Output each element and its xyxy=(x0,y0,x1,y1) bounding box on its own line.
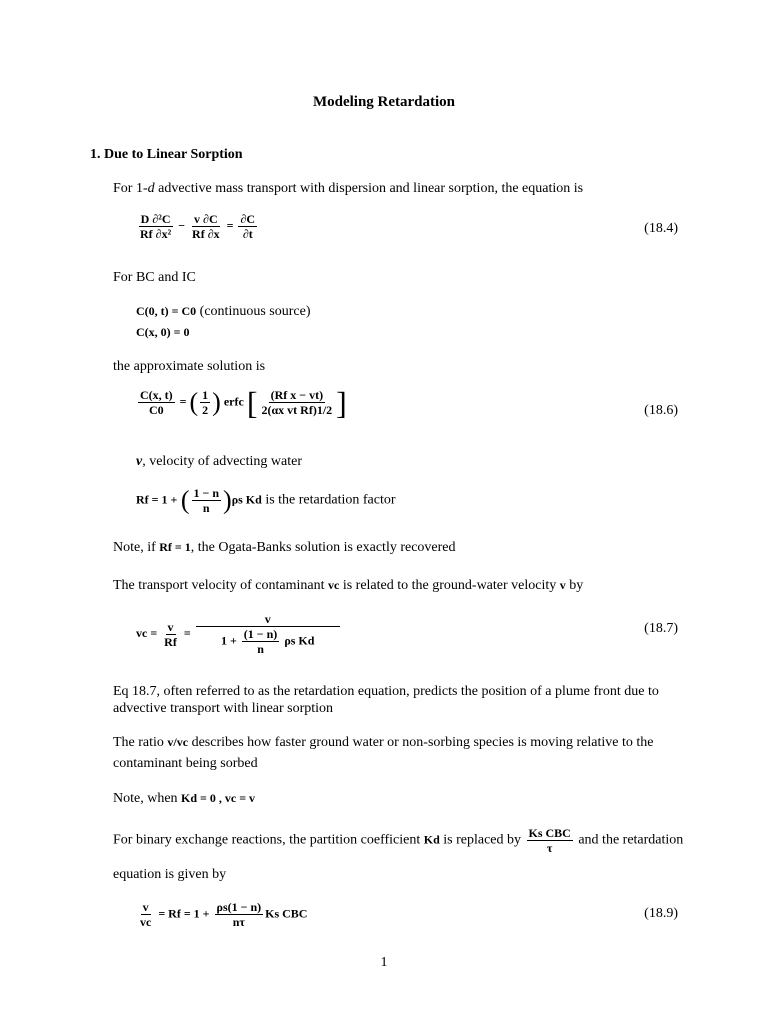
equation-number-18-9: (18.9) xyxy=(644,906,678,921)
velocity-description xyxy=(136,453,302,470)
eq-18-4-term1-num: D ∂²C xyxy=(140,212,171,226)
eq-18-4-term3 xyxy=(238,212,257,241)
boundary-condition-line xyxy=(136,303,310,320)
velocity-symbol: v xyxy=(136,454,143,469)
retardation-factor-text: is the retardation factor xyxy=(261,492,396,508)
initial-condition-line xyxy=(136,324,190,341)
intro-text-before: For 1- xyxy=(113,181,148,196)
eq-18-7-den-frac xyxy=(242,627,280,656)
retardation-factor-fraction xyxy=(192,486,222,515)
eq-18-4-equals: = xyxy=(226,218,234,233)
retardation-factor-line xyxy=(136,486,396,515)
eq-18-7-frac1-num: v xyxy=(167,619,174,634)
eq-18-6-arg-num: (Rf x − vt) xyxy=(270,388,324,402)
binary-fraction xyxy=(527,826,573,855)
eq-18-7-equals: = xyxy=(183,625,191,640)
eq-18-9-lhs xyxy=(138,900,153,929)
ratio-before: The ratio xyxy=(113,735,168,750)
eq-18-4-term2-num: v ∂C xyxy=(194,212,218,226)
equation-18-4 xyxy=(136,212,259,241)
note2-eq: Kd = 0 , vc = v xyxy=(181,791,256,805)
binary-frac-den: τ xyxy=(546,841,553,855)
page-number: 1 xyxy=(380,955,388,970)
eq-18-6-half-den: 2 xyxy=(202,403,209,417)
boundary-condition-note: (continuous source) xyxy=(196,304,311,319)
eq-18-9-frac-num: ρs(1 − n) xyxy=(216,900,262,914)
note-ogata-banks xyxy=(113,539,456,556)
eq-18-6-lhs-num: C(x, t) xyxy=(140,388,173,402)
tv-symbol-v: v xyxy=(559,578,566,592)
eq-18-9-rest: Ks CBC xyxy=(265,906,308,921)
transport-velocity-paragraph xyxy=(113,577,583,594)
eq-18-6-erfc: erfc xyxy=(223,394,244,409)
binary-exchange-line1 xyxy=(113,826,683,855)
tv-symbol-vc: vc xyxy=(328,578,340,592)
eq-18-4-term3-num: ∂C xyxy=(240,212,256,226)
eq-18-6-arg-den: 2(αx vt Rf)1/2 xyxy=(261,403,333,417)
initial-condition-eq: C(x, 0) = 0 xyxy=(136,325,190,339)
intro-text-after: advective mass transport with dispersion and linear sorption, the equation is xyxy=(154,181,584,196)
eq-18-4-term2-den: Rf ∂x xyxy=(192,227,220,241)
retardation-frac-num: 1 − n xyxy=(193,486,220,500)
tv-middle: is related to the ground-water velocity xyxy=(339,578,560,593)
equation-number-18-7: (18.7) xyxy=(644,621,678,636)
eq-18-6-lhs xyxy=(138,388,175,417)
eq-18-6-close-bracket: ] xyxy=(336,384,347,421)
eq-18-9-lhs-num: v xyxy=(142,900,149,914)
note1-eq: Rf = 1 xyxy=(159,540,191,554)
eq-18-6-close-paren: ) xyxy=(212,387,221,417)
tv-before: The transport velocity of contaminant xyxy=(113,578,328,593)
eq-18-7-den-pre: 1 + xyxy=(220,633,237,648)
eq-18-9-mid: = Rf = 1 + xyxy=(158,906,210,921)
eq-18-7-frac2-num: v xyxy=(196,612,340,627)
note1-after: , the Ogata-Banks solution is exactly recovered xyxy=(190,540,456,555)
retardation-factor-lhs: Rf = 1 + xyxy=(136,492,178,507)
eq-18-6-open-bracket: [ xyxy=(246,384,258,421)
eq-18-6-equals: = xyxy=(179,394,187,409)
eq-18-6-arg xyxy=(259,388,334,417)
bc-ic-label: For BC and IC xyxy=(113,270,196,285)
eq-18-4-minus: − xyxy=(178,218,186,233)
equation-number-18-4: (18.4) xyxy=(644,221,678,236)
binary-middle: is replaced by xyxy=(439,832,525,848)
binary-before: For binary exchange reactions, the partition coefficient xyxy=(113,832,424,848)
binary-after: and the retardation xyxy=(574,832,684,848)
eq-18-6-open-paren: ( xyxy=(189,387,199,417)
note2-before: Note, when xyxy=(113,791,182,806)
equation-18-7 xyxy=(136,612,342,656)
binary-frac-num: Ks CBC xyxy=(528,826,571,840)
eq-18-7-frac1-den: Rf xyxy=(164,634,177,649)
retardation-factor-rest: ρs Kd xyxy=(231,492,262,507)
ratio-after: describes how faster ground water or non-sorbing species is moving relative to the xyxy=(188,735,654,750)
equation-number-18-6: (18.6) xyxy=(644,403,678,418)
eq-18-4-term1 xyxy=(138,212,173,241)
equation-18-9 xyxy=(136,900,307,929)
eq-18-7-lhs: vc = xyxy=(136,625,158,640)
intro-paragraph xyxy=(113,180,583,197)
approximate-solution-text: the approximate solution is xyxy=(113,359,266,374)
eq-18-9-lhs-den: vc xyxy=(140,915,152,929)
ratio-paragraph-line1 xyxy=(113,734,653,751)
retardation-equation-paragraph: Eq 18.7, often referred to as the retardation equation, predicts the position of a plume front due to advective transport with linear sorption xyxy=(113,684,659,716)
retardation-open-paren: ( xyxy=(180,485,190,515)
binary-exchange-line2: equation is given by xyxy=(113,867,227,882)
velocity-text: , velocity of advecting water xyxy=(142,454,302,469)
eq-18-9-frac xyxy=(215,900,264,929)
eq-18-7-frac2-den xyxy=(219,627,316,656)
eq-18-6-half-num: 1 xyxy=(202,388,209,402)
tv-after: by xyxy=(565,578,584,593)
eq-18-6-lhs-den: C0 xyxy=(148,403,164,417)
eq-18-6-half xyxy=(200,388,210,417)
page-title: Modeling Retardation xyxy=(312,94,456,110)
section-heading: 1. Due to Linear Sorption xyxy=(90,147,243,162)
eq-18-4-term1-den: Rf ∂x² xyxy=(140,227,172,241)
ratio-paragraph-line2: contaminant being sorbed xyxy=(113,756,258,771)
binary-kd-symbol: Kd xyxy=(423,832,440,847)
eq-18-7-frac1 xyxy=(162,620,179,649)
eq-18-4-term3-den: ∂t xyxy=(242,227,253,241)
equation-18-6 xyxy=(136,384,347,421)
eq-18-7-den-frac-den: n xyxy=(257,642,264,656)
retardation-frac-den: n xyxy=(202,501,210,515)
intro-text-italic: d xyxy=(147,181,155,196)
eq-18-7-den-frac-num: (1 − n) xyxy=(243,627,278,641)
eq-18-7-den-post: ρs Kd xyxy=(284,633,315,648)
note-kd-zero xyxy=(113,790,255,807)
ratio-symbol: v/vc xyxy=(167,735,189,749)
eq-18-4-term2 xyxy=(190,212,222,241)
note1-before: Note, if xyxy=(113,540,160,555)
boundary-condition-eq: C(0, t) = C0 xyxy=(136,304,197,318)
eq-18-7-frac2 xyxy=(196,612,340,656)
retardation-close-paren: ) xyxy=(223,485,232,515)
eq-18-9-frac-den: nτ xyxy=(232,915,245,929)
